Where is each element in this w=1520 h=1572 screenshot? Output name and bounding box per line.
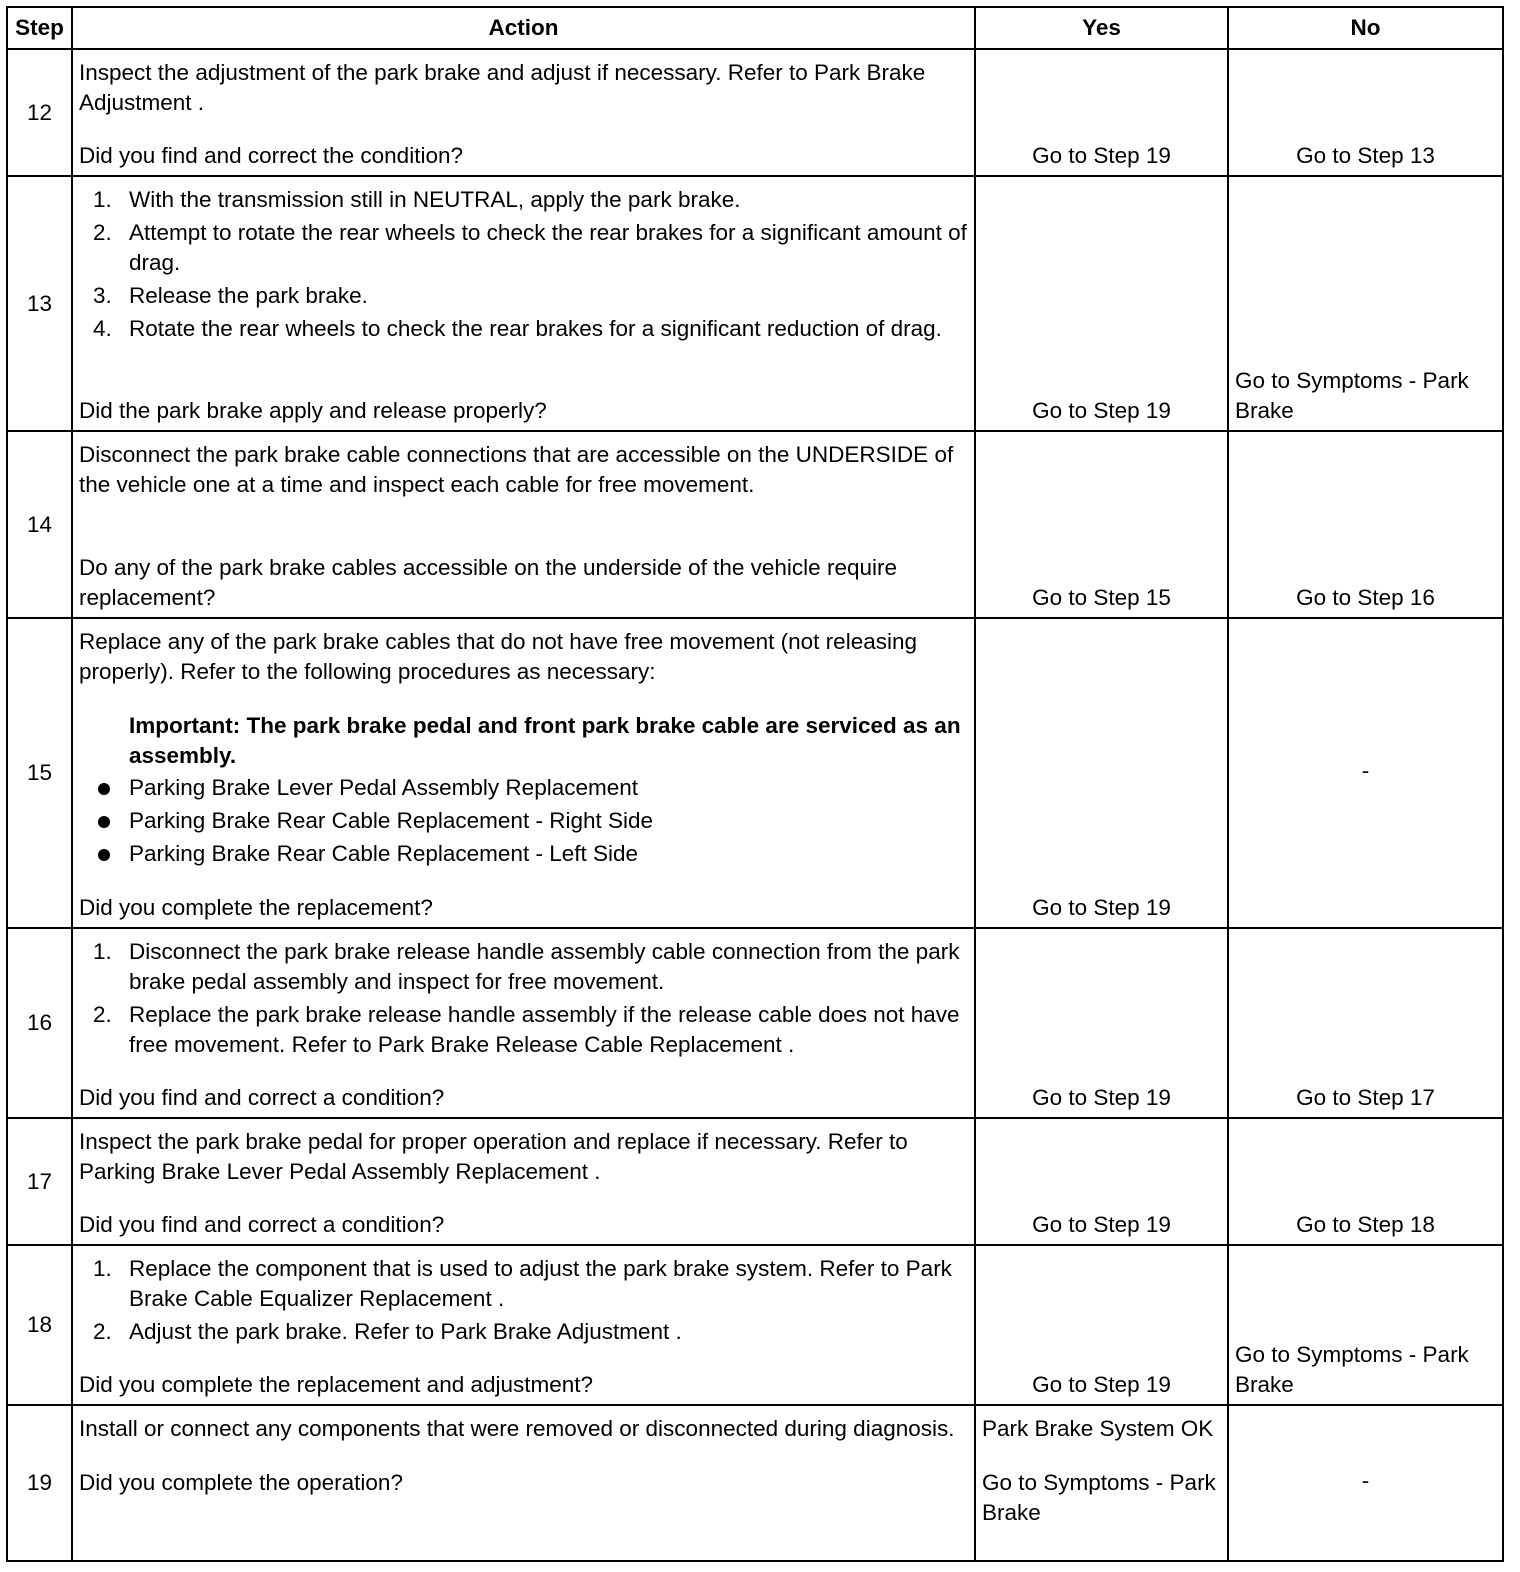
step-number: 18 — [7, 1245, 72, 1405]
table-row — [7, 49, 1503, 176]
no-result: Go to Step 18 — [1228, 1118, 1503, 1245]
no-result: - — [1228, 1405, 1503, 1561]
table-row — [7, 431, 1503, 618]
step-number: 14 — [7, 431, 72, 618]
yes-result: Go to Step 19 — [975, 1118, 1228, 1245]
no-result: Go to Symptoms - Park Brake — [1228, 176, 1503, 431]
yes-result: Go to Step 15 — [975, 431, 1228, 618]
action-question: Do any of the park brake cables accessible on the underside of the vehicle require replacement? — [79, 555, 897, 610]
list-item: 2. Adjust the park brake. Refer to Park Brake Adjustment . — [93, 1319, 682, 1344]
action-question: Did you complete the replacement? — [79, 895, 433, 920]
step-number: 15 — [7, 618, 72, 928]
step-number: 16 — [7, 928, 72, 1118]
numbered-list — [79, 937, 968, 1060]
yes-result: Go to Step 19 — [975, 928, 1228, 1118]
numbered-list — [79, 1254, 968, 1347]
table-row — [7, 1118, 1503, 1245]
yes-result-cell — [975, 1405, 1228, 1561]
action-cell — [72, 1405, 975, 1561]
action-text: Replace any of the park brake cables that do not have free movement (not releasing properly). Refer to the following procedures as necessary: — [79, 629, 917, 684]
table-row — [7, 176, 1503, 431]
step-number: 17 — [7, 1118, 72, 1245]
no-result: - — [1228, 618, 1503, 928]
action-question: Did you find and correct the condition? — [79, 143, 463, 168]
yes-result-alt: Go to Symptoms - Park Brake — [982, 1470, 1216, 1525]
header-yes: Yes — [975, 7, 1228, 49]
bullet-icon — [98, 816, 110, 828]
action-cell — [72, 618, 975, 928]
action-question: Did the park brake apply and release properly? — [79, 398, 547, 423]
numbered-list — [79, 185, 968, 344]
table-row — [7, 928, 1503, 1118]
table-row — [7, 618, 1503, 928]
action-cell — [72, 928, 975, 1118]
header-row — [7, 7, 1503, 49]
list-item: 1. Replace the component that is used to adjust the park brake system. Refer to Park Brake Cable Equalizer Replacement . — [93, 1256, 952, 1311]
list-item: 2. Replace the park brake release handle assembly if the release cable does not have free movement. Refer to Park Brake Release Cable Replacement . — [93, 1002, 960, 1057]
bullet-icon — [98, 849, 110, 861]
bullet-icon — [98, 783, 110, 795]
yes-result: Go to Step 19 — [975, 49, 1228, 176]
header-no: No — [1228, 7, 1503, 49]
list-item: Parking Brake Lever Pedal Assembly Replacement — [79, 773, 968, 803]
yes-result: Park Brake System OK — [982, 1416, 1214, 1441]
action-cell — [72, 1118, 975, 1245]
important-note: Important: The park brake pedal and front park brake cable are serviced as an assembly. — [129, 713, 961, 768]
action-question: Did you complete the replacement and adjustment? — [79, 1372, 594, 1397]
important-text: The park brake pedal and front park brake cable are serviced as an assembly. — [129, 713, 961, 768]
table-row — [7, 1245, 1503, 1405]
header-action: Action — [72, 7, 975, 49]
no-result: Go to Step 13 — [1228, 49, 1503, 176]
table-row — [7, 1405, 1503, 1561]
list-item: 3. Release the park brake. — [93, 283, 368, 308]
important-label: Important — [129, 713, 233, 738]
yes-result: Go to Step 19 — [975, 618, 1228, 928]
step-number: 12 — [7, 49, 72, 176]
yes-result: Go to Step 19 — [975, 176, 1228, 431]
list-item: 1. With the transmission still in NEUTRAL, apply the park brake. — [93, 187, 741, 212]
header-step: Step — [7, 7, 72, 49]
no-result: Go to Step 17 — [1228, 928, 1503, 1118]
bullet-list — [79, 773, 968, 869]
list-item: Parking Brake Rear Cable Replacement - Left Side — [79, 839, 968, 869]
no-result: Go to Symptoms - Park Brake — [1228, 1245, 1503, 1405]
action-text: Inspect the park brake pedal for proper operation and replace if necessary. Refer to Parking Brake Lever Pedal Assembly Replacement . — [79, 1129, 908, 1184]
action-cell — [72, 1245, 975, 1405]
action-question: Did you complete the operation? — [79, 1470, 403, 1495]
action-cell — [72, 176, 975, 431]
list-item: 1. Disconnect the park brake release handle assembly cable connection from the park brake pedal assembly and inspect for free movement. — [93, 939, 960, 994]
diagnostic-table — [6, 6, 1504, 1562]
action-text: Install or connect any components that were removed or disconnected during diagnosis. — [79, 1416, 955, 1441]
action-text: Inspect the adjustment of the park brake and adjust if necessary. Refer to Park Brake Adjustment . — [79, 60, 926, 115]
action-text: Disconnect the park brake cable connections that are accessible on the UNDERSIDE of the vehicle one at a time and inspect each cable for free movement. — [79, 442, 954, 497]
no-result: Go to Step 16 — [1228, 431, 1503, 618]
action-question: Did you find and correct a condition? — [79, 1085, 445, 1110]
list-item: Parking Brake Rear Cable Replacement - Right Side — [79, 806, 968, 836]
list-item: 4. Rotate the rear wheels to check the rear brakes for a significant reduction of drag. — [93, 316, 942, 341]
step-number: 19 — [7, 1405, 72, 1561]
action-cell — [72, 49, 975, 176]
action-question: Did you find and correct a condition? — [79, 1212, 445, 1237]
step-number: 13 — [7, 176, 72, 431]
yes-result: Go to Step 19 — [975, 1245, 1228, 1405]
action-cell — [72, 431, 975, 618]
list-item: 2. Attempt to rotate the rear wheels to check the rear brakes for a significant amount of drag. — [93, 220, 967, 275]
